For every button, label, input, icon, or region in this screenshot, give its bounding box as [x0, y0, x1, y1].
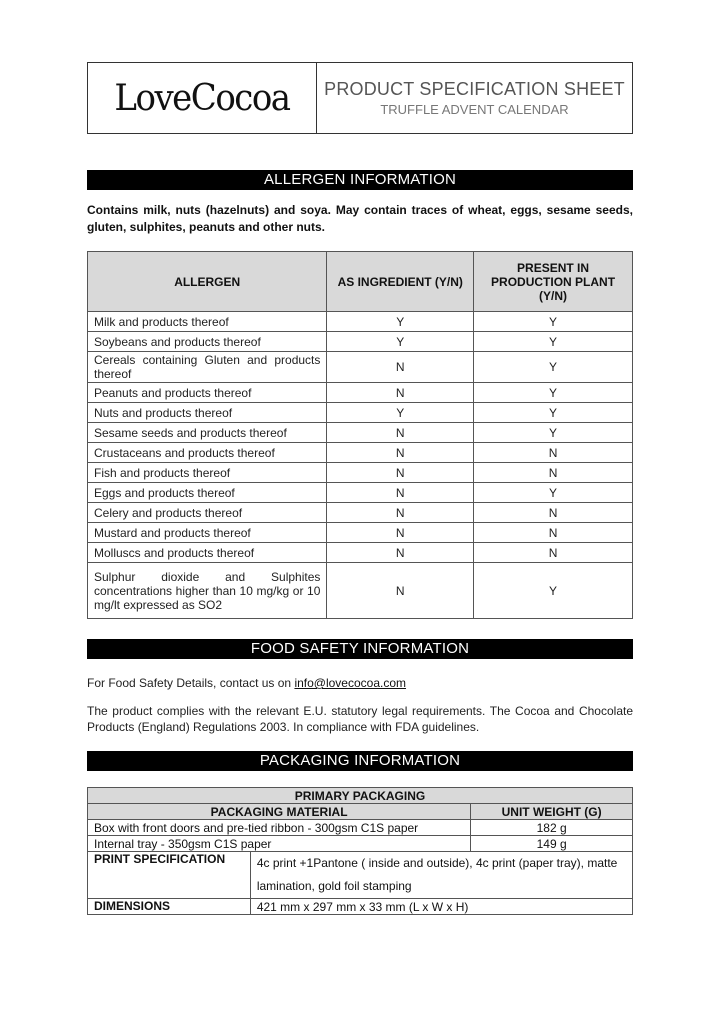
table-row: [88, 383, 633, 403]
ingredient-value: Y: [327, 332, 474, 352]
table-row: [88, 352, 633, 383]
allergen-name: Sesame seeds and products thereof: [88, 423, 327, 443]
plant-value: Y: [474, 483, 633, 503]
ingredient-value: N: [327, 543, 474, 563]
plant-value: Y: [474, 352, 633, 383]
plant-value: N: [474, 543, 633, 563]
plant-value: Y: [474, 423, 633, 443]
plant-value: N: [474, 443, 633, 463]
table-row: [88, 820, 633, 836]
ingredient-value: N: [327, 563, 474, 619]
plant-value: N: [474, 503, 633, 523]
plant-value: Y: [474, 312, 633, 332]
column-header-plant: PRESENT IN PRODUCTION PLANT (Y/N): [474, 252, 633, 312]
packaging-material: Box with front doors and pre-tied ribbon - 300gsm C1S paper: [88, 820, 471, 836]
ingredient-value: N: [327, 523, 474, 543]
food-safety-contact: [87, 676, 406, 690]
column-header-ingredient: AS INGREDIENT (Y/N): [327, 252, 474, 312]
header-box: [87, 62, 633, 134]
ingredient-value: N: [327, 443, 474, 463]
table-row: [88, 423, 633, 443]
ingredient-value: N: [327, 423, 474, 443]
allergen-name: Cereals containing Gluten and products thereof: [88, 352, 327, 383]
unit-weight-header: UNIT WEIGHT (G): [471, 804, 633, 820]
ingredient-value: Y: [327, 312, 474, 332]
contact-prefix: For Food Safety Details, contact us on: [87, 676, 295, 690]
allergen-name: Eggs and products thereof: [88, 483, 327, 503]
column-header-allergen: ALLERGEN: [88, 252, 327, 312]
table-row: [88, 503, 633, 523]
table-row: [88, 312, 633, 332]
table-row: [88, 483, 633, 503]
allergen-name: Nuts and products thereof: [88, 403, 327, 423]
plant-value: Y: [474, 332, 633, 352]
food-safety-heading: FOOD SAFETY INFORMATION: [87, 639, 633, 659]
brand-logo: LoveCocoa: [114, 76, 290, 120]
ingredient-value: N: [327, 352, 474, 383]
allergen-name: Mustard and products thereof: [88, 523, 327, 543]
contact-email-link[interactable]: info@lovecocoa.com: [294, 676, 407, 690]
dimensions-row: [88, 899, 633, 915]
table-row: [88, 563, 633, 619]
allergen-name: Peanuts and products thereof: [88, 383, 327, 403]
allergen-name: Sulphur dioxide and Sulphites concentrations higher than 10 mg/kg or 10 mg/lt expressed as SO2: [88, 563, 327, 619]
allergen-section-heading: ALLERGEN INFORMATION: [87, 170, 633, 190]
allergen-name: Molluscs and products thereof: [88, 543, 327, 563]
table-row: [88, 403, 633, 423]
packaging-heading: PACKAGING INFORMATION: [87, 751, 633, 771]
table-row: [88, 332, 633, 352]
table-row: [88, 543, 633, 563]
table-row: [88, 836, 633, 852]
allergen-name: Celery and products thereof: [88, 503, 327, 523]
table-row: [88, 523, 633, 543]
allergen-name: Fish and products thereof: [88, 463, 327, 483]
plant-value: N: [474, 523, 633, 543]
dimensions-value: 421 mm x 297 mm x 33 mm (L x W x H): [250, 899, 632, 915]
print-spec-row: [88, 852, 633, 899]
ingredient-value: N: [327, 483, 474, 503]
print-spec-label: PRINT SPECIFICATION: [88, 852, 251, 899]
product-name: TRUFFLE ADVENT CALENDAR: [380, 102, 569, 117]
allergen-note: Contains milk, nuts (hazelnuts) and soya. May contain traces of wheat, eggs, sesame seeds, gluten, sulphites, peanuts and other nuts.: [87, 203, 633, 234]
packaging-header-row: [88, 804, 633, 820]
allergen-name: Soybeans and products thereof: [88, 332, 327, 352]
table-row: [88, 443, 633, 463]
packaging-material-header: PACKAGING MATERIAL: [88, 804, 471, 820]
allergen-table: [87, 251, 633, 619]
packaging-table: [87, 787, 633, 915]
plant-value: N: [474, 463, 633, 483]
allergen-table-header: [88, 252, 633, 312]
logo-cell: [88, 63, 317, 133]
primary-packaging-label: PRIMARY PACKAGING: [88, 788, 633, 804]
allergen-name: Milk and products thereof: [88, 312, 327, 332]
title-cell: [317, 63, 632, 133]
ingredient-value: N: [327, 383, 474, 403]
plant-value: Y: [474, 403, 633, 423]
ingredient-value: N: [327, 463, 474, 483]
unit-weight: 182 g: [471, 820, 633, 836]
plant-value: Y: [474, 383, 633, 403]
document-title: PRODUCT SPECIFICATION SHEET: [324, 79, 625, 99]
ingredient-value: Y: [327, 403, 474, 423]
compliance-statement: The product complies with the relevant E.U. statutory legal requirements. The Cocoa and Chocolate Products (England) Regulations 2003. In compliance with FDA guidelines.: [87, 704, 633, 734]
primary-packaging-row: [88, 788, 633, 804]
print-spec-value: 4c print +1Pantone ( inside and outside), 4c print (paper tray), matte lamination, gold foil stamping: [250, 852, 632, 899]
plant-value: Y: [474, 563, 633, 619]
allergen-name: Crustaceans and products thereof: [88, 443, 327, 463]
table-row: [88, 463, 633, 483]
unit-weight: 149 g: [471, 836, 633, 852]
dimensions-label: DIMENSIONS: [88, 899, 251, 915]
packaging-material: Internal tray - 350gsm C1S paper: [88, 836, 471, 852]
ingredient-value: N: [327, 503, 474, 523]
